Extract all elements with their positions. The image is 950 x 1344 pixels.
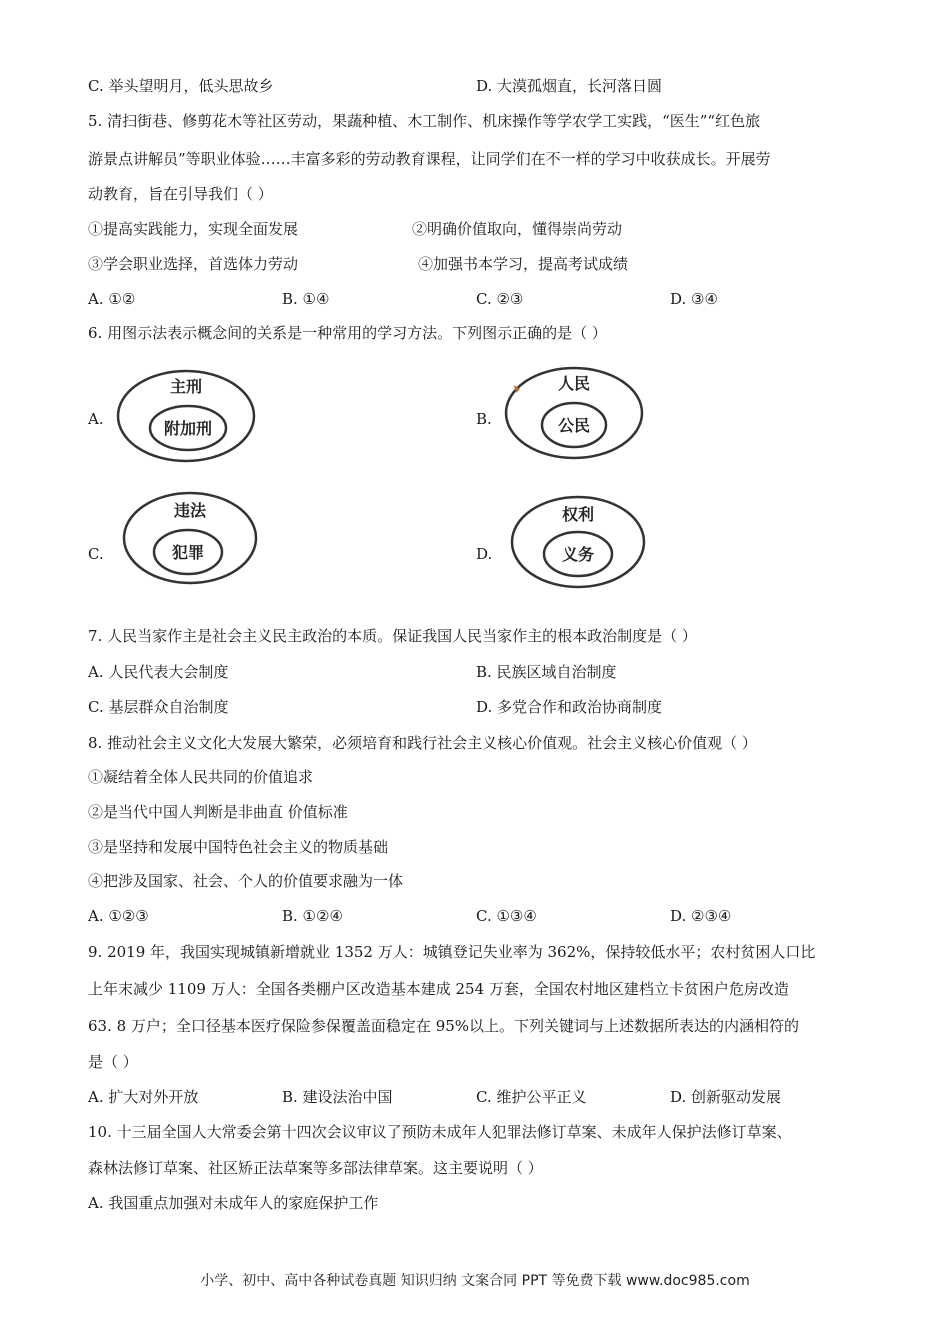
- q8-item-4: ④把涉及国家、社会、个人的价值要求融为一体: [88, 872, 404, 890]
- q8-option-a: A. ①②③: [88, 907, 149, 925]
- q9-option-b: B. 建设法治中国: [282, 1088, 393, 1106]
- q6-b-outer-label: 人民: [557, 374, 591, 393]
- q6-diagram-c: [122, 490, 258, 590]
- q7-option-d: D. 多党合作和政治协商制度: [476, 698, 663, 716]
- q5-item-2: ②明确价值取向，懂得崇尚劳动: [412, 220, 623, 238]
- q8-item-2: ②是当代中国人判断是非曲直 价值标准: [88, 803, 348, 821]
- q9-stem-line-4: 是（ ）: [88, 1053, 138, 1071]
- q6-a-inner-label: 附加刑: [163, 419, 213, 438]
- q6-label-a: A.: [88, 410, 104, 428]
- q5-option-c: C. ②③: [476, 290, 524, 308]
- q7-option-c: C. 基层群众自治制度: [88, 698, 229, 716]
- q6-c-inner-label: 犯罪: [171, 543, 205, 562]
- q5-item-4: ④加强书本学习，提高考试成绩: [418, 255, 629, 273]
- q9-stem-line-1: 9. 2019 年，我国实现城镇新增就业 1352 万人：城镇登记失业率为 362%，保持较低水平；农村贫困人口比: [88, 943, 816, 961]
- q6-label-d: D.: [476, 545, 493, 563]
- q5-stem-line-1: 5. 清扫街巷、修剪花木等社区劳动，果蔬种植、木工制作、机床操作等学农学工实践，“医生”“红色旅: [88, 112, 761, 130]
- q5-item-3: ③学会职业选择，首选体力劳动: [88, 255, 299, 273]
- q6-diagram-b: [504, 365, 644, 465]
- q9-stem-line-2: 上年末减少 1109 万人：全国各类棚户区改造基本建成 254 万套，全国农村地区建档立卡贫困户危房改造: [88, 980, 789, 998]
- q6-c-outer-label: 违法: [173, 501, 207, 520]
- q5-option-b: B. ①④: [282, 290, 330, 308]
- q6-d-outer-label: 权利: [561, 505, 595, 524]
- q6-label-c: C.: [88, 545, 104, 563]
- q10-option-a: A. 我国重点加强对未成年人的家庭保护工作: [88, 1194, 379, 1212]
- q8-item-1: ①凝结着全体人民共同的价值追求: [88, 768, 314, 786]
- q8-option-c: C. ①③④: [476, 907, 537, 925]
- q10-stem-line-2: 森林法修订草案、社区矫正法草案等多部法律草案。这主要说明（ ）: [88, 1159, 543, 1177]
- q6-diagram-d: [510, 494, 646, 594]
- q6-label-b: B.: [476, 410, 492, 428]
- q4-option-c: C. 举头望明月，低头思故乡: [88, 77, 274, 95]
- q5-option-d: D. ③④: [670, 290, 718, 308]
- q8-item-3: ③是坚持和发展中国特色社会主义的物质基础: [88, 838, 389, 856]
- q8-option-b: B. ①②④: [282, 907, 343, 925]
- q6-a-outer-label: 主刑: [169, 377, 203, 396]
- q8-option-d: D. ②③④: [670, 907, 732, 925]
- q6-diagram-a: [116, 368, 256, 468]
- q5-item-1: ①提高实践能力，实现全面发展: [88, 220, 299, 238]
- q6-stem: 6. 用图示法表示概念间的关系是一种常用的学习方法。下列图示正确的是（ ）: [88, 324, 607, 342]
- q5-stem-line-2: 游景点讲解员”等职业体验……丰富多彩的劳动教育课程，让同学们在不一样的学习中收获成长。开展劳: [88, 150, 771, 168]
- page-footer: 小学、初中、高中各种试卷真题 知识归纳 文案合同 PPT 等免费下载 www.doc985.com: [200, 1273, 750, 1289]
- q4-option-d: D. 大漠孤烟直，长河落日圆: [476, 77, 663, 95]
- q6-b-inner-label: 公民: [557, 416, 591, 435]
- q7-option-b: B. 民族区域自治制度: [476, 663, 617, 681]
- q5-option-a: A. ①②: [88, 290, 136, 308]
- q7-option-a: A. 人民代表大会制度: [88, 663, 229, 681]
- q7-stem: 7. 人民当家作主是社会主义民主政治的本质。保证我国人民当家作主的根本政治制度是（ ）: [88, 627, 697, 645]
- q9-stem-line-3: 63. 8 万户；全口径基本医疗保险参保覆盖面稳定在 95%以上。下列关键词与上述数据所表达的内涵相符的: [88, 1017, 800, 1035]
- q5-stem-line-3: 动教育，旨在引导我们（ ）: [88, 185, 273, 203]
- q9-option-a: A. 扩大对外开放: [88, 1088, 199, 1106]
- q9-option-d: D. 创新驱动发展: [670, 1088, 782, 1106]
- q8-stem: 8. 推动社会主义文化大发展大繁荣，必须培育和践行社会主义核心价值观。社会主义核心价值观（ ）: [88, 734, 757, 752]
- q6-d-inner-label: 义务: [561, 545, 595, 564]
- q10-stem-line-1: 10. 十三届全国人大常委会第十四次会议审议了预防未成年人犯罪法修订草案、未成年人保护法修订草案、: [88, 1123, 792, 1141]
- q9-option-c: C. 维护公平正义: [476, 1088, 587, 1106]
